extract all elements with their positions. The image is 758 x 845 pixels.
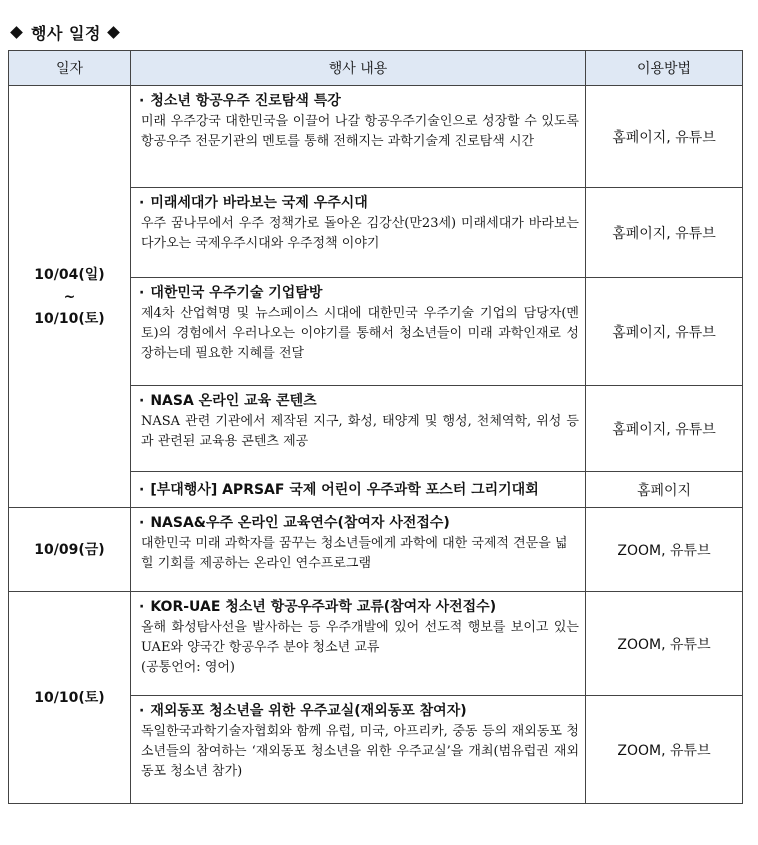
event-description: 제4차 산업혁명 및 뉴스페이스 시대에 대한민국 우주기술 기업의 담당자(멘토)의 경험에서 우러나오는 이야기를 통해서 청소년들이 미래 과학인재로 성장하는데 필요한 지혜를 전달 bbox=[141, 306, 579, 361]
event-title-text: 청소년 항공우주 진로탐색 특강 bbox=[150, 93, 341, 109]
event-description: 독일한국과학기술자협회와 함께 유럽, 미국, 아프리카, 중동 등의 재외동포 청소년들의 참여하는 ‘재외동포 청소년을 위한 우주교실’을 개최(범유럽권 재외동포 청소년 참가) bbox=[141, 724, 579, 779]
event-method: 홈페이지 bbox=[586, 472, 743, 508]
table-row bbox=[9, 592, 743, 696]
event-title bbox=[139, 282, 579, 304]
event-content bbox=[131, 86, 586, 188]
date-cell bbox=[9, 508, 131, 592]
date-cell bbox=[9, 592, 131, 804]
event-content bbox=[131, 696, 586, 804]
event-title-text: 재외동포 청소년을 위한 우주교실(재외동포 참여자) bbox=[150, 703, 467, 719]
section-heading bbox=[8, 18, 124, 46]
section-title: 행사 일정 bbox=[31, 23, 101, 43]
bullet-dot-icon: · bbox=[139, 515, 145, 531]
event-title-text: [부대행사] APRSAF 국제 어린이 우주과학 포스터 그리기대회 bbox=[150, 481, 539, 498]
event-method: ZOOM, 유튜브 bbox=[586, 508, 743, 592]
diamond-bullet-icon bbox=[10, 26, 23, 39]
bullet-dot-icon: · bbox=[139, 599, 145, 615]
event-method: ZOOM, 유튜브 bbox=[586, 592, 743, 696]
event-content bbox=[131, 278, 586, 386]
date-end: 10/10(토) bbox=[34, 310, 105, 327]
event-description: 대한민국 미래 과학자를 꿈꾸는 청소년들에게 과학에 대한 국제적 견문을 넓힐 기회를 제공하는 온라인 연수프로그램 bbox=[141, 536, 568, 571]
table-row bbox=[9, 86, 743, 188]
diamond-bullet-icon bbox=[107, 26, 120, 39]
event-content bbox=[131, 592, 586, 696]
event-schedule-table bbox=[8, 50, 743, 804]
event-title bbox=[139, 479, 579, 501]
date-single: 10/10(토) bbox=[34, 689, 105, 706]
event-content bbox=[131, 188, 586, 278]
event-method: 홈페이지, 유튜브 bbox=[586, 278, 743, 386]
event-description: 우주 꿈나무에서 우주 정책가로 돌아온 김강산(만23세) 미래세대가 바라보는 다가오는 국제우주시대와 우주정책 이야기 bbox=[141, 216, 579, 251]
bullet-dot-icon: · bbox=[139, 703, 145, 719]
event-title-text: 미래세대가 바라보는 국제 우주시대 bbox=[150, 195, 368, 211]
event-method: 홈페이지, 유튜브 bbox=[586, 86, 743, 188]
date-single: 10/09(금) bbox=[34, 541, 105, 558]
table-row bbox=[9, 508, 743, 592]
event-title bbox=[139, 90, 579, 112]
event-title-text: NASA 온라인 교육 콘텐츠 bbox=[150, 393, 317, 409]
event-method: 홈페이지, 유튜브 bbox=[586, 188, 743, 278]
event-content bbox=[131, 472, 586, 508]
event-content bbox=[131, 508, 586, 592]
bullet-dot-icon: · bbox=[139, 481, 145, 498]
header-date: 일자 bbox=[9, 51, 131, 86]
event-title-text: KOR-UAE 청소년 항공우주과학 교류(참여자 사전접수) bbox=[150, 599, 497, 615]
event-description: 올해 화성탐사선을 발사하는 등 우주개발에 있어 선도적 행보를 보이고 있는 UAE와 양국간 항공우주 분야 청소년 교류 bbox=[141, 620, 579, 655]
date-start: 10/04(일) bbox=[34, 266, 105, 283]
event-method: ZOOM, 유튜브 bbox=[586, 696, 743, 804]
bullet-dot-icon: · bbox=[139, 393, 145, 409]
date-separator: ~ bbox=[63, 288, 76, 305]
event-description: 미래 우주강국 대한민국을 이끌어 나갈 항공우주기술인으로 성장할 수 있도록 항공우주 전문기관의 멘토를 통해 전해지는 과학기술계 진로탐색 시간 bbox=[141, 114, 579, 149]
event-title bbox=[139, 512, 579, 534]
date-cell bbox=[9, 86, 131, 508]
event-title bbox=[139, 192, 579, 214]
bullet-dot-icon: · bbox=[139, 285, 145, 301]
header-method: 이용방법 bbox=[586, 51, 743, 86]
event-title bbox=[139, 700, 579, 722]
event-title bbox=[139, 390, 579, 412]
event-title-text: NASA&우주 온라인 교육연수(참여자 사전접수) bbox=[150, 515, 450, 531]
event-title-text: 대한민국 우주기술 기업탐방 bbox=[150, 285, 323, 301]
bullet-dot-icon: · bbox=[139, 93, 145, 109]
table-header-row bbox=[9, 51, 743, 86]
event-method: 홈페이지, 유튜브 bbox=[586, 386, 743, 472]
event-content bbox=[131, 386, 586, 472]
bullet-dot-icon: · bbox=[139, 195, 145, 211]
event-note: (공통언어: 영어) bbox=[141, 660, 236, 675]
event-title bbox=[139, 596, 579, 618]
header-content: 행사 내용 bbox=[131, 51, 586, 86]
event-description: NASA 관련 기관에서 제작된 지구, 화성, 태양계 및 행성, 천체역학, 위성 등과 관련된 교육용 콘텐츠 제공 bbox=[141, 414, 579, 449]
